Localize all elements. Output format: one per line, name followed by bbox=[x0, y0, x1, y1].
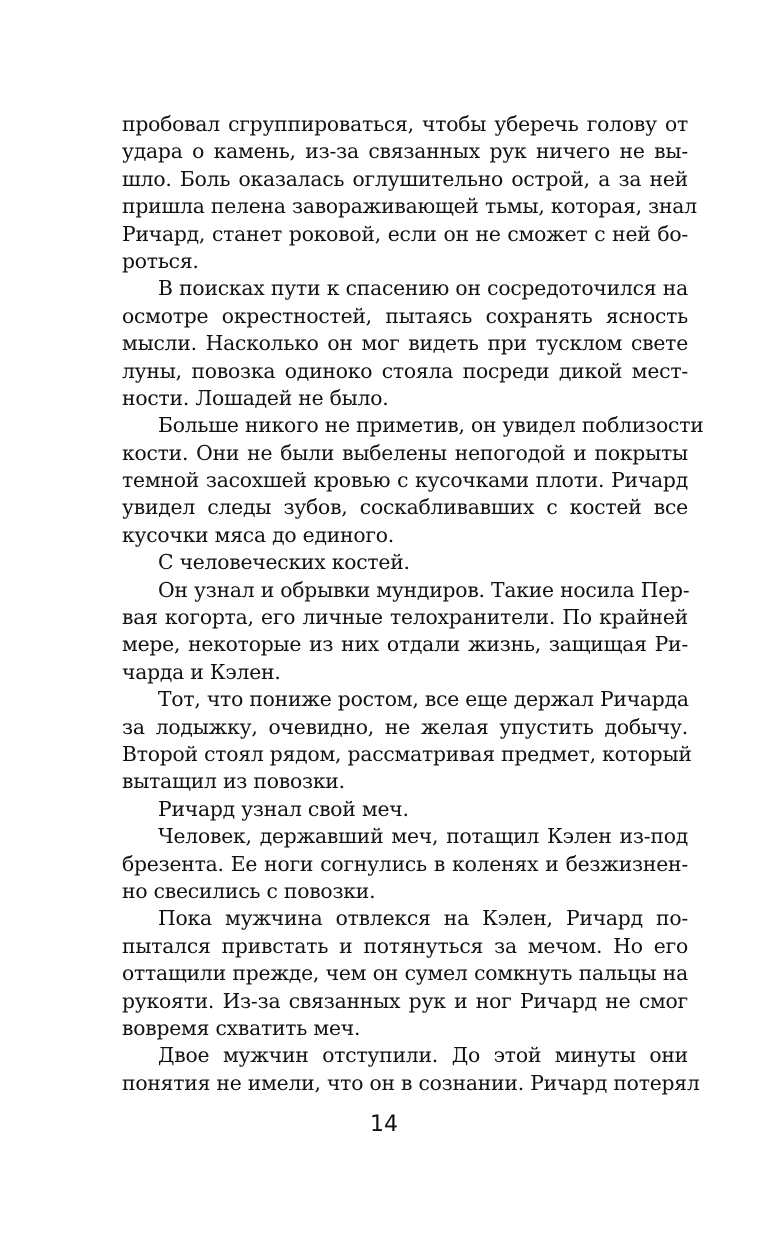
text-line-27: Человек, державший меч, потащил Кэлен из-под bbox=[158, 824, 688, 849]
text-line-35: Двое мужчин отступили. До этой минуты они bbox=[158, 1043, 688, 1068]
text-line-21: чарда и Кэлен. bbox=[122, 659, 281, 684]
text-line-2: удара о камень, из-за связанных рук ничего не вы- bbox=[122, 139, 688, 164]
text-line-20: мере, некоторые из них отдали жизнь, защищая Ри- bbox=[122, 632, 688, 657]
text-line-13: кости. Они не были выбелены непогодой и покрыты bbox=[122, 440, 688, 465]
text-line-5: Ричард, станет роковой, если он не сможет с ней бо- bbox=[122, 221, 688, 246]
text-line-25: вытащил из повозки. bbox=[122, 769, 345, 794]
text-line-19: вая когорта, его личные телохранители. По крайней bbox=[122, 605, 688, 630]
text-line-7: В поисках пути к спасению он сосредоточился на bbox=[158, 276, 688, 301]
text-line-22: Тот, что пониже ростом, все еще держал Ричарда bbox=[158, 687, 689, 712]
text-line-34: вовремя схватить меч. bbox=[122, 1015, 361, 1040]
text-line-30: Пока мужчина отвлекся на Кэлен, Ричард по- bbox=[158, 906, 688, 931]
text-line-31: пытался привстать и потянуться за мечом. Но его bbox=[122, 933, 688, 958]
text-line-8: осмотре окрестностей, пытаясь сохранять ясность bbox=[122, 303, 688, 328]
text-line-28: брезента. Ее ноги согнулись в коленях и безжизнен- bbox=[122, 851, 688, 876]
text-line-24: Второй стоял рядом, рассматривая предмет, который bbox=[122, 741, 692, 766]
text-line-3: шло. Боль оказалась оглушительно острой, а за ней bbox=[122, 166, 688, 191]
page-number: 14 bbox=[370, 1112, 398, 1137]
text-line-12: Больше никого не приметив, он увидел поблизости bbox=[158, 413, 704, 438]
text-line-33: рукояти. Из-за связанных рук и ног Ричард не смог bbox=[122, 988, 688, 1013]
text-line-6: роться. bbox=[122, 248, 199, 273]
text-line-4: пришла пелена завораживающей тьмы, которая, знал bbox=[122, 194, 697, 219]
text-line-17: С человеческих костей. bbox=[158, 550, 410, 575]
text-line-14: темной засохшей кровью с кусочками плоти. Ричард bbox=[122, 468, 688, 493]
text-line-32: оттащили прежде, чем он сумел сомкнуть пальцы на bbox=[122, 961, 688, 986]
text-line-16: кусочки мяса до единого. bbox=[122, 522, 395, 547]
book-page-text bbox=[122, 111, 704, 1097]
text-line-1: пробовал сгруппироваться, чтобы уберечь голову от bbox=[122, 112, 688, 136]
text-line-23: за лодыжку, очевидно, не желая упустить добычу. bbox=[122, 714, 688, 739]
text-line-36: понятия не имели, что он в сознании. Ричард потерял bbox=[122, 1070, 700, 1095]
text-line-18: Он узнал и обрывки мундиров. Такие носила Пер- bbox=[158, 577, 690, 602]
text-line-10: луны, повозка одиноко стояла посреди дикой мест- bbox=[122, 358, 688, 383]
text-line-29: но свесились с повозки. bbox=[122, 878, 376, 903]
text-line-15: увидел следы зубов, соскабливавших с костей все bbox=[122, 495, 688, 520]
text-line-9: мысли. Насколько он мог видеть при тусклом свете bbox=[122, 331, 688, 356]
text-line-26: Ричард узнал свой меч. bbox=[158, 796, 409, 821]
text-line-11: ности. Лошадей не было. bbox=[122, 385, 389, 410]
